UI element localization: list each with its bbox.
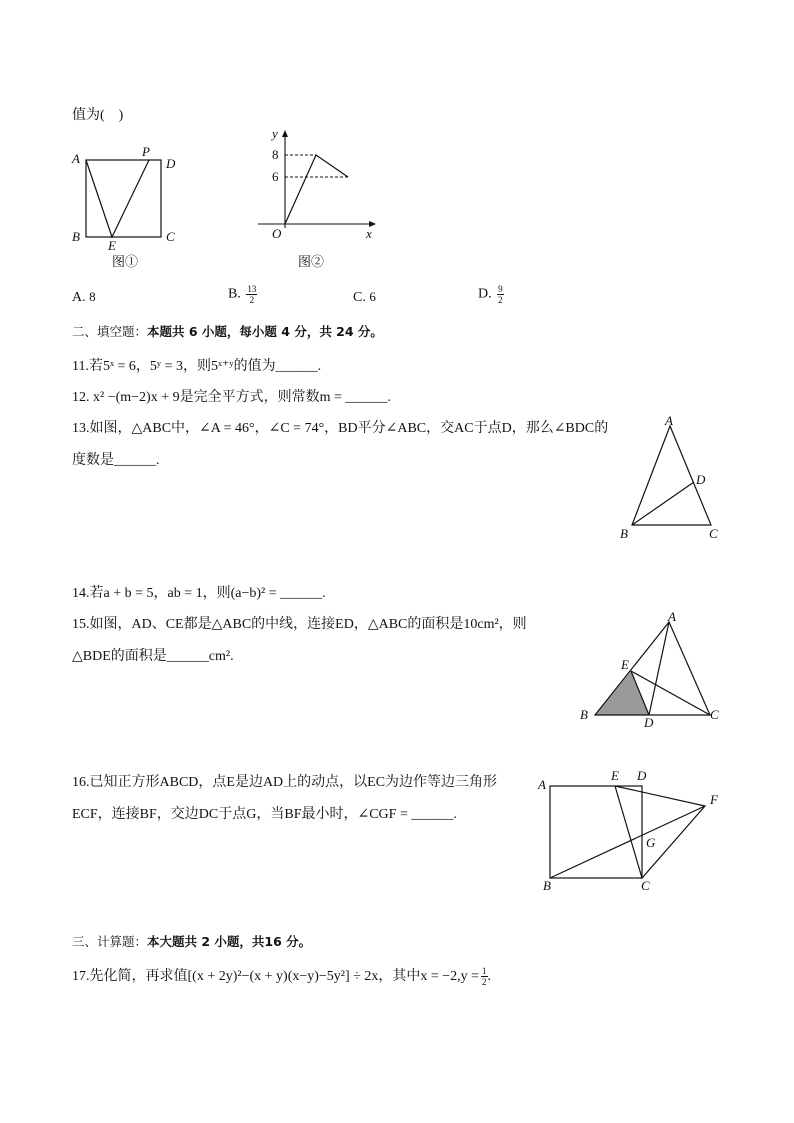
option-b-denominator: 2 bbox=[249, 295, 255, 305]
section-3-title: 本大题共 2 小题，共16 分。 bbox=[147, 934, 312, 949]
q16-label-G: G bbox=[646, 835, 656, 850]
option-c-letter: C. bbox=[353, 290, 366, 305]
option-d-numerator: 9 bbox=[498, 284, 503, 294]
q16-label-C: C bbox=[641, 878, 650, 893]
q13-label-B: B bbox=[620, 526, 628, 541]
section-2-heading bbox=[72, 322, 383, 340]
question-13-line-1: 13.如图，△ABC中，∠A = 46°，∠C = 74°，BD平分∠ABC，交AC于点D，那么∠BDC的 bbox=[72, 421, 609, 436]
option-b-numerator: 13 bbox=[247, 284, 257, 294]
q15-label-B: B bbox=[580, 707, 588, 722]
q16-label-E: E bbox=[611, 768, 619, 783]
option-b-fraction bbox=[246, 284, 257, 305]
option-b-letter: B. bbox=[228, 286, 241, 302]
q10-option-b bbox=[228, 284, 257, 305]
fig2-tick-8: 8 bbox=[272, 147, 279, 162]
section-3-heading bbox=[72, 932, 311, 950]
q10-option-d bbox=[478, 284, 504, 305]
question-17 bbox=[72, 965, 491, 987]
question-13-line-2: 度数是______. bbox=[72, 453, 160, 468]
q13-figure bbox=[612, 410, 732, 545]
option-d-denominator: 2 bbox=[498, 295, 503, 305]
fig2-tick-6: 6 bbox=[272, 169, 279, 184]
q10-option-c bbox=[353, 289, 376, 306]
option-a-letter: A. bbox=[72, 290, 86, 305]
q15-label-E: E bbox=[621, 657, 629, 672]
fig1-label-D: D bbox=[166, 156, 176, 171]
q13-label-C: C bbox=[709, 526, 718, 541]
q15-figure bbox=[575, 605, 725, 730]
question-15-line-2: △BDE的面积是______cm². bbox=[72, 649, 234, 664]
question-17-y-denominator: 2 bbox=[482, 977, 487, 988]
question-12: 12. x² −(m−2)x + 9是完全平方式，则常数m = ______. bbox=[72, 390, 391, 405]
option-d-letter: D. bbox=[478, 286, 492, 302]
question-11: 11.若5ˣ = 6，5ʸ = 3，则5ˣ⁺ʸ的值为______. bbox=[72, 359, 322, 374]
question-14: 14.若a + b = 5，ab = 1，则(a−b)² = ______. bbox=[72, 586, 326, 601]
question-16-line-1: 16.已知正方形ABCD，点E是边AD上的动点，以EC为边作等边三角形 bbox=[72, 775, 498, 790]
fig1-caption: 图① bbox=[112, 254, 139, 269]
q16-label-A: A bbox=[538, 777, 546, 792]
fig1-label-A: A bbox=[72, 151, 80, 166]
question-17-text: 17.先化简，再求值[(x + 2y)²−(x + y)(x−y)−5y²] ÷ 2x，其中x = −2,y = bbox=[72, 969, 480, 984]
fig1-label-B: B bbox=[72, 229, 80, 244]
question-17-y-numerator: 1 bbox=[482, 966, 487, 977]
question-15-line-1: 15.如图，AD、CE都是△ABC的中线，连接ED，△ABC的面积是10cm²，则 bbox=[72, 617, 527, 632]
q10-figure-2 bbox=[250, 128, 390, 273]
q15-label-C: C bbox=[710, 707, 719, 722]
option-a-value: 8 bbox=[89, 289, 96, 304]
option-d-fraction bbox=[497, 284, 504, 305]
q13-label-A: A bbox=[665, 413, 673, 428]
q13-label-D: D bbox=[696, 472, 706, 487]
q15-label-A: A bbox=[668, 609, 676, 624]
q16-figure bbox=[535, 765, 725, 895]
section-3-prefix: 三、计算题： bbox=[72, 934, 148, 949]
q10-figure-1 bbox=[60, 140, 200, 275]
q15-label-D: D bbox=[644, 715, 654, 730]
fig2-caption: 图② bbox=[298, 254, 325, 269]
q16-label-D: D bbox=[637, 768, 647, 783]
section-2-title: 本题共 6 小题，每小题 4 分，共 24 分。 bbox=[147, 324, 383, 339]
section-2-prefix: 二、填空题： bbox=[72, 324, 148, 339]
question-16-line-2: ECF，连接BF，交边DC于点G，当BF最小时，∠CGF = ______. bbox=[72, 807, 457, 822]
fig2-label-y: y bbox=[272, 126, 278, 141]
fig2-label-x: x bbox=[366, 226, 372, 241]
q16-label-F: F bbox=[710, 792, 718, 807]
fig1-label-E: E bbox=[108, 238, 116, 253]
option-c-value: 6 bbox=[369, 289, 376, 304]
q10-tail: 值为( ) bbox=[72, 108, 124, 123]
fig1-label-P: P bbox=[142, 144, 150, 159]
question-17-end: . bbox=[487, 969, 492, 984]
q10-option-a bbox=[72, 289, 96, 306]
fig1-label-C: C bbox=[166, 229, 175, 244]
fig2-label-O: O bbox=[272, 226, 282, 241]
q16-label-B: B bbox=[543, 878, 551, 893]
